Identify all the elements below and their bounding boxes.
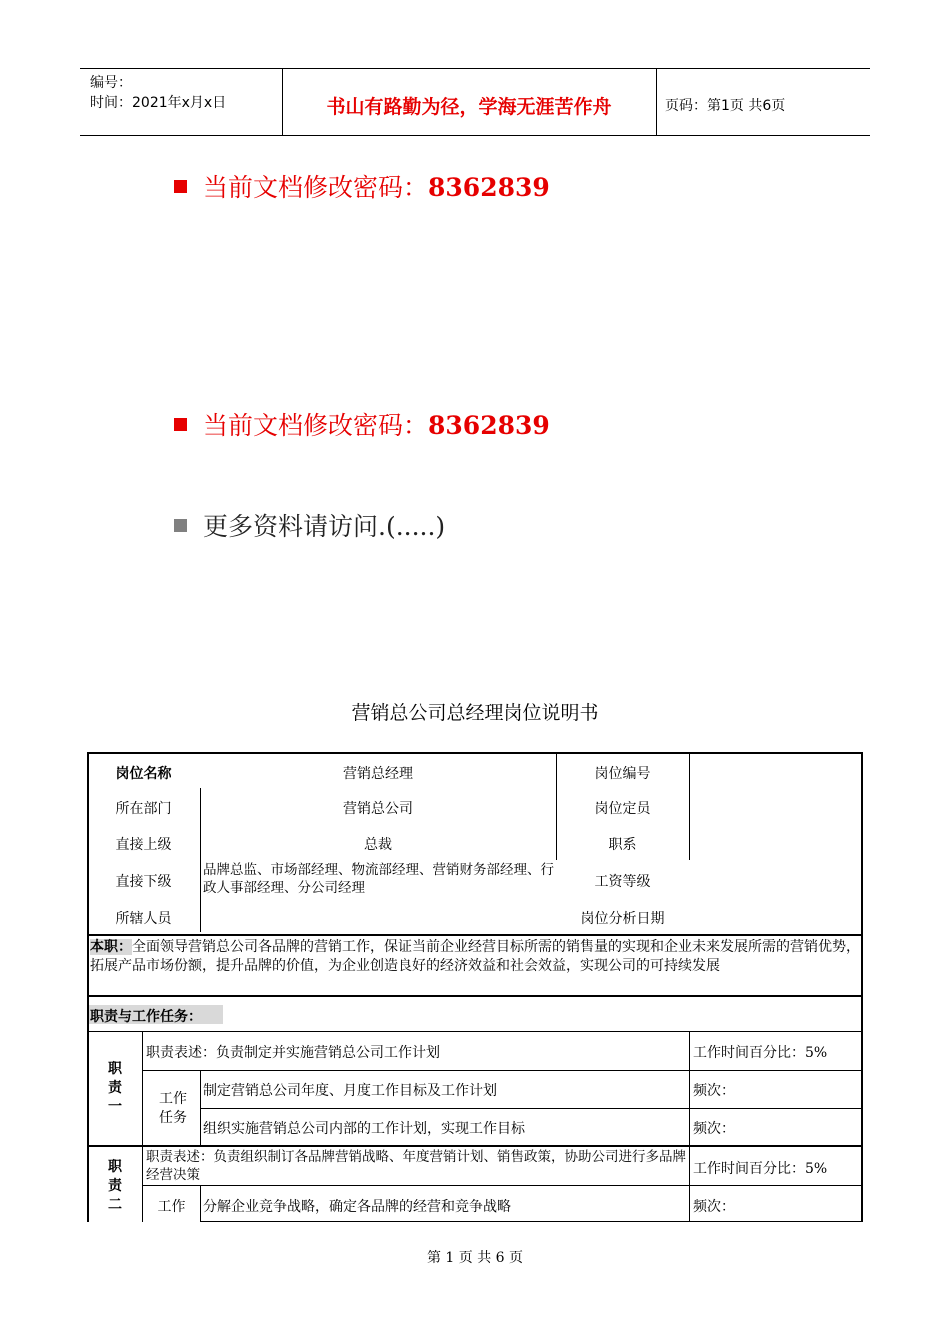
notice-code: 8362839	[428, 173, 550, 202]
field-label: 所辖人员	[115, 911, 172, 927]
field-label: 直接上级	[115, 837, 172, 853]
field-label: 岗位名称	[115, 766, 172, 782]
header-bottom-rule	[80, 135, 870, 136]
cell-divider	[689, 1032, 690, 1146]
notice-code: 8362839	[428, 411, 550, 440]
gray-square-bullet-icon	[174, 519, 187, 532]
task-frequency: 频次：	[693, 1083, 735, 1099]
field-label: 工资等级	[594, 874, 651, 890]
section-divider	[87, 934, 863, 936]
field-label: 岗位编号	[594, 766, 651, 782]
field-label: 职系	[608, 837, 637, 853]
page-footer: 第 1 页 共 6 页	[426, 1250, 524, 1266]
row-divider	[87, 1031, 863, 1032]
password-notice	[174, 168, 550, 204]
notice-text: 当前文档修改密码：	[203, 411, 429, 440]
duty-name: 职责二	[108, 1159, 122, 1213]
field-value: 营销总经理	[343, 766, 413, 782]
table-border	[87, 752, 863, 754]
duties-heading: 职责与工作任务：	[90, 1009, 202, 1025]
field-value: 品牌总监、市场部经理、物流部经理、营销财务部经理、行政人事部经理、分公司经理	[203, 862, 554, 896]
notice-text: 当前文档修改密码：	[203, 173, 429, 202]
task-text: 组织实施营销总公司内部的工作计划，实现工作目标	[203, 1121, 525, 1137]
section-divider	[87, 995, 863, 997]
duty-description: 职责表述：负责组织制订各品牌营销战略、年度营销计划、销售政策，协助公司进行多品牌经营决策	[146, 1149, 686, 1183]
more-info-notice	[174, 507, 445, 543]
field-label: 岗位分析日期	[580, 911, 665, 927]
task-label: 工作	[157, 1199, 186, 1215]
task-frequency: 频次：	[693, 1121, 735, 1137]
header-time-label: 时间：2021年x月x日	[90, 95, 227, 111]
header-motto: 书山有路勤为径，学海无涯苦作舟	[326, 96, 612, 118]
table-border	[87, 752, 89, 1222]
duty-description: 职责表述：负责制定并实施营销总公司工作计划	[146, 1045, 440, 1061]
cell-divider	[200, 1185, 201, 1222]
row-divider	[87, 1145, 863, 1147]
duty-time-percentage: 工作时间百分比：5%	[693, 1161, 828, 1177]
cell-divider	[689, 752, 690, 860]
task-text: 制定营销总公司年度、月度工作目标及工作计划	[203, 1083, 497, 1099]
job-description-table	[87, 752, 863, 1222]
red-square-bullet-icon	[174, 180, 187, 193]
task-text: 分解企业竞争战略，确定各品牌的经营和竞争战略	[203, 1199, 511, 1215]
field-value: 总裁	[364, 837, 392, 853]
field-label: 直接下级	[115, 874, 172, 890]
cell-divider	[142, 1032, 143, 1146]
notice-text: 更多资料请访问.(.....)	[203, 512, 446, 541]
password-notice	[174, 406, 550, 442]
duty-name: 职责一	[108, 1061, 122, 1115]
document-title: 营销总公司总经理岗位说明书	[351, 702, 599, 724]
header-page-info: 页码：第1页 共6页	[665, 98, 786, 114]
summary-text: 全面领导营销总公司各品牌的营销工作，保证当前企业经营目标所需的销售量的实现和企业未来发展所需的营销优势，拓展产品市场份额，提升品牌的价值，为企业创造良好的经济效益和社会效益，实现公司的可持续发展	[90, 939, 860, 974]
row-divider	[143, 1070, 861, 1071]
summary-block	[90, 938, 860, 976]
row-divider	[200, 1221, 861, 1222]
summary-label: 本职：	[90, 939, 132, 955]
row-divider	[143, 1185, 861, 1186]
red-square-bullet-icon	[174, 418, 187, 431]
field-value: 营销总公司	[343, 801, 413, 817]
header-number-label: 编号：	[90, 75, 132, 91]
row-divider	[200, 1108, 861, 1109]
task-label: 工作任务	[159, 1091, 187, 1126]
header-top-rule	[80, 68, 870, 69]
field-label: 所在部门	[115, 801, 172, 817]
header-divider	[656, 68, 657, 135]
task-frequency: 频次：	[693, 1199, 735, 1215]
field-label: 岗位定员	[594, 801, 651, 817]
table-border	[861, 752, 863, 1222]
duty-time-percentage: 工作时间百分比：5%	[693, 1045, 828, 1061]
